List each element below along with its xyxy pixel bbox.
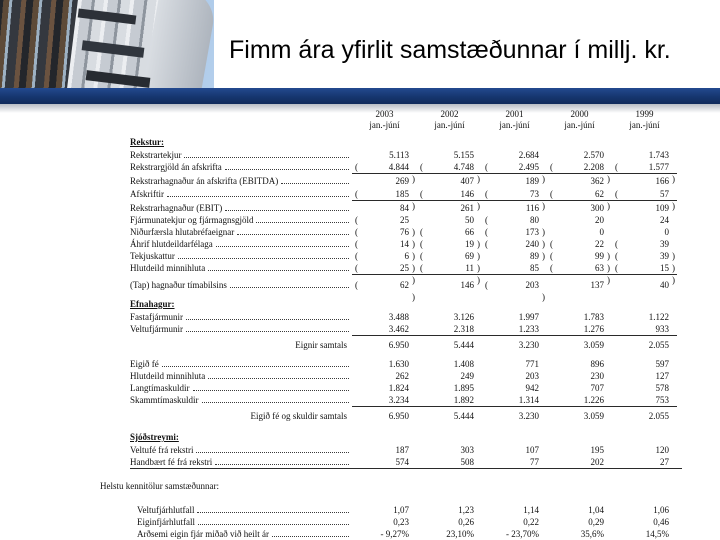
row-label bbox=[130, 175, 352, 187]
table-row bbox=[130, 394, 682, 407]
leader-dots bbox=[178, 258, 349, 259]
table-row bbox=[130, 149, 682, 161]
table-header-row bbox=[130, 109, 682, 131]
value: 14 bbox=[400, 239, 409, 249]
value-cell: 3.234 bbox=[352, 394, 417, 407]
leader-dots bbox=[216, 246, 349, 247]
open-paren: ( bbox=[550, 162, 553, 172]
value-cell: 407 bbox=[460, 176, 474, 186]
close-paren: ) bbox=[672, 263, 675, 273]
open-paren: ( bbox=[550, 263, 553, 273]
year-label: 2003 bbox=[375, 109, 394, 119]
table-row bbox=[130, 358, 682, 370]
value: 25 bbox=[400, 215, 409, 225]
value-cell: 3.462 bbox=[352, 323, 417, 336]
value: 15 bbox=[660, 263, 669, 273]
row-label bbox=[130, 382, 352, 394]
close-paren: ) bbox=[412, 239, 415, 249]
table-row bbox=[130, 410, 682, 422]
period-label: jan.-júní bbox=[369, 120, 400, 130]
close-paren: ) bbox=[412, 263, 415, 273]
open-paren: ( bbox=[420, 251, 423, 261]
value-cell: 249 bbox=[460, 371, 474, 381]
value-cell: 0 bbox=[664, 227, 669, 237]
close-paren: ) bbox=[672, 251, 675, 261]
open-paren: ( bbox=[485, 227, 488, 237]
row-label-text: Afskriftir bbox=[130, 189, 164, 199]
value-cell: 771 bbox=[525, 359, 539, 369]
value-cell: 1.408 bbox=[453, 359, 474, 369]
row-label-text: Skammtímaskuldir bbox=[130, 395, 199, 405]
header-spacer bbox=[130, 109, 352, 131]
open-paren: ( bbox=[355, 280, 358, 290]
value: 4.844 bbox=[388, 162, 409, 172]
close-paren: ) bbox=[542, 251, 545, 261]
close-paren: ) bbox=[412, 174, 415, 184]
row-label bbox=[130, 528, 352, 540]
value-cell: 3.126 bbox=[453, 312, 474, 322]
section-header: Sjóðstreymi: bbox=[130, 432, 179, 442]
row-label-text: Rekstrarhagnaður (EBIT) bbox=[130, 203, 223, 213]
open-paren: ( bbox=[355, 215, 358, 225]
row-label-text: Veltufjárhlutfall bbox=[137, 505, 195, 515]
open-paren: ( bbox=[485, 239, 488, 249]
period-label: jan.-júní bbox=[629, 120, 660, 130]
open-paren: ( bbox=[355, 263, 358, 273]
value: 173 bbox=[525, 227, 539, 237]
year-label: 2002 bbox=[440, 109, 459, 119]
row-label bbox=[130, 238, 352, 250]
open-paren: ( bbox=[355, 251, 358, 261]
row-label-text: Rekstrargjöld án afskrifta bbox=[130, 162, 222, 172]
value-cell: 2.684 bbox=[518, 150, 539, 160]
row-label-text: (Tap) hagnaður tímabilsins bbox=[130, 280, 227, 290]
open-paren: ( bbox=[615, 162, 618, 172]
row-label-text: Fastafjármunir bbox=[130, 312, 183, 322]
value-cell: 166 bbox=[655, 176, 669, 186]
value-cell: 0,46 bbox=[653, 517, 669, 527]
value: 63 bbox=[595, 263, 604, 273]
row-label-text: Hlutdeild minnihluta bbox=[130, 263, 206, 273]
value-cell: 1.783 bbox=[583, 312, 604, 322]
close-paren: ) bbox=[607, 251, 610, 261]
value: 6 bbox=[404, 251, 409, 261]
row-label-text: Eiginfjárhlutfall bbox=[137, 517, 195, 527]
close-paren: ) bbox=[477, 275, 480, 285]
value-cell: 1.997 bbox=[518, 312, 539, 322]
value-cell: 597 bbox=[655, 359, 669, 369]
row-label bbox=[130, 226, 352, 238]
value-cell: 35,6% bbox=[580, 529, 604, 539]
value-cell: 574 bbox=[395, 457, 409, 467]
column-header bbox=[482, 109, 547, 131]
value-cell: 0,22 bbox=[523, 517, 539, 527]
leader-dots bbox=[225, 210, 349, 211]
open-paren: ( bbox=[420, 227, 423, 237]
close-paren: ) bbox=[412, 251, 415, 261]
value: 22 bbox=[595, 239, 604, 249]
value-cell: 1,14 bbox=[523, 505, 539, 515]
value: 19 bbox=[465, 239, 474, 249]
value-cell: 40 bbox=[660, 280, 669, 290]
open-paren: ( bbox=[615, 189, 618, 199]
leader-dots bbox=[197, 512, 349, 513]
open-paren: ( bbox=[355, 239, 358, 249]
value-cell: 2.318 bbox=[417, 323, 482, 336]
column-header bbox=[547, 109, 612, 131]
value-cell: 1.743 bbox=[648, 150, 669, 160]
value-cell: 0,29 bbox=[588, 517, 604, 527]
value-cell: 300 bbox=[590, 203, 604, 213]
table-row bbox=[130, 370, 682, 382]
leader-dots bbox=[196, 452, 349, 453]
section-header: Rekstur: bbox=[130, 137, 164, 147]
open-paren: ( bbox=[420, 263, 423, 273]
row-label bbox=[130, 504, 352, 516]
table-row bbox=[130, 311, 682, 323]
value-cell: 109 bbox=[655, 203, 669, 213]
row-label-text: Tekjuskattur bbox=[130, 251, 175, 261]
value-cell: 362 bbox=[590, 176, 604, 186]
value-cell: 127 bbox=[655, 371, 669, 381]
period-label: jan.-júní bbox=[434, 120, 465, 130]
value: 99 bbox=[595, 251, 604, 261]
open-paren: ( bbox=[615, 251, 618, 261]
row-label bbox=[130, 311, 352, 323]
value-cell: 5.155 bbox=[453, 150, 474, 160]
value-cell: 3.230 bbox=[518, 340, 539, 350]
leader-dots bbox=[167, 196, 349, 197]
row-label-text: Langtímaskuldir bbox=[130, 383, 190, 393]
value-cell: 203 bbox=[525, 371, 539, 381]
table-row bbox=[130, 504, 682, 516]
five-year-overview-table bbox=[100, 109, 682, 540]
value: 2.495 bbox=[518, 162, 539, 172]
row-label bbox=[130, 394, 352, 406]
close-paren: ) bbox=[412, 292, 415, 302]
value-cell: 137 bbox=[590, 280, 604, 290]
leader-dots bbox=[272, 536, 349, 537]
value-cell: 0,26 bbox=[458, 517, 474, 527]
value-cell: 753 bbox=[612, 394, 677, 407]
row-label-text: Handbært fé frá rekstri bbox=[130, 457, 213, 467]
year-label: 2001 bbox=[505, 109, 524, 119]
value-cell: - 9,27% bbox=[380, 529, 409, 539]
accent-bar bbox=[0, 88, 720, 104]
value-cell: 27 bbox=[660, 457, 669, 467]
value-cell: 5.444 bbox=[453, 340, 474, 350]
row-label bbox=[130, 516, 352, 528]
open-paren: ( bbox=[355, 162, 358, 172]
value-cell: 1.892 bbox=[417, 394, 482, 407]
leader-dots bbox=[208, 270, 349, 271]
value-cell: 107 bbox=[525, 445, 539, 455]
value-cell: 896 bbox=[590, 359, 604, 369]
value-cell: 1,07 bbox=[393, 505, 409, 515]
row-label bbox=[130, 149, 352, 161]
value-cell: 23,10% bbox=[446, 529, 474, 539]
row-label bbox=[130, 202, 352, 214]
value: 57 bbox=[660, 189, 669, 199]
value: 2.208 bbox=[583, 162, 604, 172]
value-cell: 1.233 bbox=[482, 323, 547, 336]
year-label: 1999 bbox=[635, 109, 654, 119]
value-cell: 1.226 bbox=[547, 394, 612, 407]
table-row bbox=[130, 516, 682, 528]
value-cell: 187 bbox=[395, 445, 409, 455]
close-paren: ) bbox=[542, 239, 545, 249]
value-cell: 303 bbox=[460, 445, 474, 455]
value-cell: 146 bbox=[460, 280, 474, 290]
close-paren: ) bbox=[412, 201, 415, 211]
value-cell: 3.059 bbox=[583, 411, 604, 421]
value-cell: 261 bbox=[460, 203, 474, 213]
value-cell: 77 bbox=[530, 457, 539, 467]
value-cell: 1.630 bbox=[388, 359, 409, 369]
close-paren: ) bbox=[412, 275, 415, 285]
value-cell: 14,5% bbox=[645, 529, 669, 539]
leader-dots bbox=[198, 524, 349, 525]
close-paren: ) bbox=[542, 174, 545, 184]
row-label-text: Fjármunatekjur og fjármagnsgjöld bbox=[130, 215, 254, 225]
value: 66 bbox=[465, 227, 474, 237]
value-cell: 1.276 bbox=[547, 323, 612, 336]
value: 39 bbox=[660, 251, 669, 261]
leader-dots bbox=[186, 319, 349, 320]
value-cell: 6.950 bbox=[388, 411, 409, 421]
value: 240 bbox=[525, 239, 539, 249]
value: 185 bbox=[395, 189, 409, 199]
column-header bbox=[612, 109, 677, 131]
value-cell: 0 bbox=[599, 227, 604, 237]
value: 11 bbox=[465, 263, 474, 273]
value: 69 bbox=[465, 251, 474, 261]
table-row bbox=[130, 444, 682, 456]
row-label bbox=[130, 161, 352, 173]
value: 80 bbox=[530, 215, 539, 225]
table-row bbox=[130, 528, 682, 540]
value: 4.748 bbox=[453, 162, 474, 172]
row-label bbox=[130, 410, 352, 422]
year-label: 2000 bbox=[570, 109, 589, 119]
value-cell: 230 bbox=[590, 371, 604, 381]
column-header bbox=[417, 109, 482, 131]
close-paren: ) bbox=[542, 227, 545, 237]
value-cell bbox=[612, 238, 677, 261]
value-cell: 1,04 bbox=[588, 505, 604, 515]
office-building-photo bbox=[0, 0, 214, 92]
table-row bbox=[130, 339, 682, 351]
value: 76 bbox=[400, 227, 409, 237]
close-paren: ) bbox=[412, 227, 415, 237]
close-paren: ) bbox=[477, 239, 480, 249]
row-label-text: Eigið fé og skuldir samtals bbox=[250, 411, 347, 421]
row-label-text: Rekstrartekjur bbox=[130, 150, 182, 160]
leader-dots bbox=[184, 157, 349, 158]
row-label-text: Áhrif hlutdeildarfélaga bbox=[130, 239, 213, 249]
open-paren: ( bbox=[550, 189, 553, 199]
value-cell: 89 bbox=[530, 251, 539, 261]
value: 62 bbox=[595, 189, 604, 199]
table-row bbox=[130, 456, 682, 469]
close-paren: ) bbox=[607, 174, 610, 184]
value: 1.577 bbox=[648, 162, 669, 172]
open-paren: ( bbox=[615, 239, 618, 249]
open-paren: ( bbox=[550, 239, 553, 249]
row-label-text: Veltufjármunir bbox=[130, 324, 183, 334]
row-label bbox=[130, 339, 352, 351]
table-row bbox=[130, 382, 682, 394]
value-cell: 20 bbox=[595, 215, 604, 225]
open-paren: ( bbox=[355, 227, 358, 237]
column-header bbox=[352, 109, 417, 131]
value-cell: 189 bbox=[525, 176, 539, 186]
leader-dots bbox=[281, 183, 349, 184]
close-paren: ) bbox=[542, 201, 545, 211]
leader-dots bbox=[186, 331, 349, 332]
row-label-text: Eigið fé bbox=[130, 359, 159, 369]
period-label: jan.-júní bbox=[499, 120, 530, 130]
row-label bbox=[130, 250, 352, 262]
value-cell bbox=[352, 238, 417, 261]
value: 146 bbox=[460, 189, 474, 199]
row-label-text: Veltufé frá rekstri bbox=[130, 445, 194, 455]
leader-dots bbox=[256, 222, 349, 223]
open-paren: ( bbox=[485, 189, 488, 199]
value-cell: 24 bbox=[660, 215, 669, 225]
close-paren: ) bbox=[672, 201, 675, 211]
value-cell: 933 bbox=[612, 323, 677, 336]
section-header: Helstu kennitölur samstæðunnar: bbox=[100, 481, 219, 491]
value-cell: 1,23 bbox=[458, 505, 474, 515]
value-cell: 1,06 bbox=[653, 505, 669, 515]
value-cell: 84 bbox=[400, 203, 409, 213]
row-label-text: Rekstrarhagnaður án afskrifta (EBITDA) bbox=[130, 176, 279, 186]
value-cell: 707 bbox=[590, 383, 604, 393]
value-cell: 578 bbox=[655, 383, 669, 393]
open-paren: ( bbox=[420, 162, 423, 172]
period-label: jan.-júní bbox=[564, 120, 595, 130]
open-paren: ( bbox=[485, 162, 488, 172]
row-label-text: Niðurfærsla hlutabréfaeignar bbox=[130, 227, 235, 237]
value-cell: 120 bbox=[655, 445, 669, 455]
close-paren: ) bbox=[477, 174, 480, 184]
value: 73 bbox=[530, 189, 539, 199]
value: 25 bbox=[400, 263, 409, 273]
open-paren: ( bbox=[355, 189, 358, 199]
value-cell: 2.570 bbox=[583, 150, 604, 160]
value-cell: 3.488 bbox=[388, 312, 409, 322]
row-label bbox=[130, 456, 352, 468]
value-cell: 942 bbox=[525, 383, 539, 393]
leader-dots bbox=[193, 390, 350, 391]
table-row bbox=[130, 279, 682, 302]
value-cell: 1.122 bbox=[648, 312, 669, 322]
close-paren: ) bbox=[672, 275, 675, 285]
close-paren: ) bbox=[607, 275, 610, 285]
value-cell: 5.444 bbox=[453, 411, 474, 421]
section-header: Efnahagur: bbox=[130, 299, 175, 309]
value-cell: - 23,70% bbox=[506, 529, 539, 539]
row-label bbox=[130, 262, 352, 274]
close-paren: ) bbox=[542, 292, 545, 302]
open-paren: ( bbox=[485, 280, 488, 290]
value-cell: 50 bbox=[465, 215, 474, 225]
value-cell: 85 bbox=[482, 262, 547, 275]
value-cell: 6.950 bbox=[388, 340, 409, 350]
row-label bbox=[130, 358, 352, 370]
leader-dots bbox=[225, 169, 349, 170]
open-paren: ( bbox=[485, 215, 488, 225]
value-cell: 116 bbox=[525, 203, 539, 213]
open-paren: ( bbox=[615, 263, 618, 273]
slide-title: Fimm ára yfirlit samstæðunnar í millj. kr. bbox=[229, 36, 671, 64]
close-paren: ) bbox=[477, 251, 480, 261]
leader-dots bbox=[230, 287, 349, 288]
value-cell: 3.059 bbox=[583, 340, 604, 350]
value-cell: 2.055 bbox=[648, 340, 669, 350]
row-label bbox=[130, 214, 352, 226]
value-cell: 1.824 bbox=[388, 383, 409, 393]
value-cell: 195 bbox=[590, 445, 604, 455]
row-label-text: Arðsemi eigin fjár miðað við heilt ár bbox=[137, 529, 269, 539]
value-cell: 269 bbox=[395, 176, 409, 186]
close-paren: ) bbox=[672, 174, 675, 184]
leader-dots bbox=[208, 378, 349, 379]
row-label bbox=[130, 188, 352, 200]
row-label bbox=[130, 444, 352, 456]
leader-dots bbox=[202, 402, 350, 403]
row-label bbox=[130, 370, 352, 382]
leader-dots bbox=[162, 366, 349, 367]
value-cell: 1.314 bbox=[482, 394, 547, 407]
value-cell: 5.113 bbox=[389, 150, 409, 160]
row-label bbox=[130, 323, 352, 335]
row-label bbox=[130, 279, 352, 291]
value-cell: 202 bbox=[590, 457, 604, 467]
open-paren: ( bbox=[550, 251, 553, 261]
table-row bbox=[130, 175, 682, 187]
value-cell: 508 bbox=[460, 457, 474, 467]
close-paren: ) bbox=[607, 263, 610, 273]
row-label-text: Eignir samtals bbox=[295, 340, 347, 350]
leader-dots bbox=[237, 234, 349, 235]
value-cell: 2.055 bbox=[648, 411, 669, 421]
row-label-text: Hlutdeild minnihluta bbox=[130, 371, 206, 381]
value-cell: 262 bbox=[395, 371, 409, 381]
table-row bbox=[130, 202, 682, 214]
value-cell: 0,23 bbox=[393, 517, 409, 527]
value: 39 bbox=[660, 239, 669, 249]
open-paren: ( bbox=[420, 189, 423, 199]
open-paren: ( bbox=[420, 239, 423, 249]
value-cell bbox=[482, 279, 547, 302]
table-row bbox=[130, 323, 682, 336]
value-cell: 1.895 bbox=[453, 383, 474, 393]
value-cell bbox=[352, 279, 417, 302]
value: 203 bbox=[525, 280, 539, 290]
leader-dots bbox=[215, 464, 349, 465]
close-paren: ) bbox=[477, 201, 480, 211]
value: 62 bbox=[400, 280, 409, 290]
value-cell: 3.230 bbox=[518, 411, 539, 421]
close-paren: ) bbox=[477, 263, 480, 273]
close-paren: ) bbox=[607, 201, 610, 211]
